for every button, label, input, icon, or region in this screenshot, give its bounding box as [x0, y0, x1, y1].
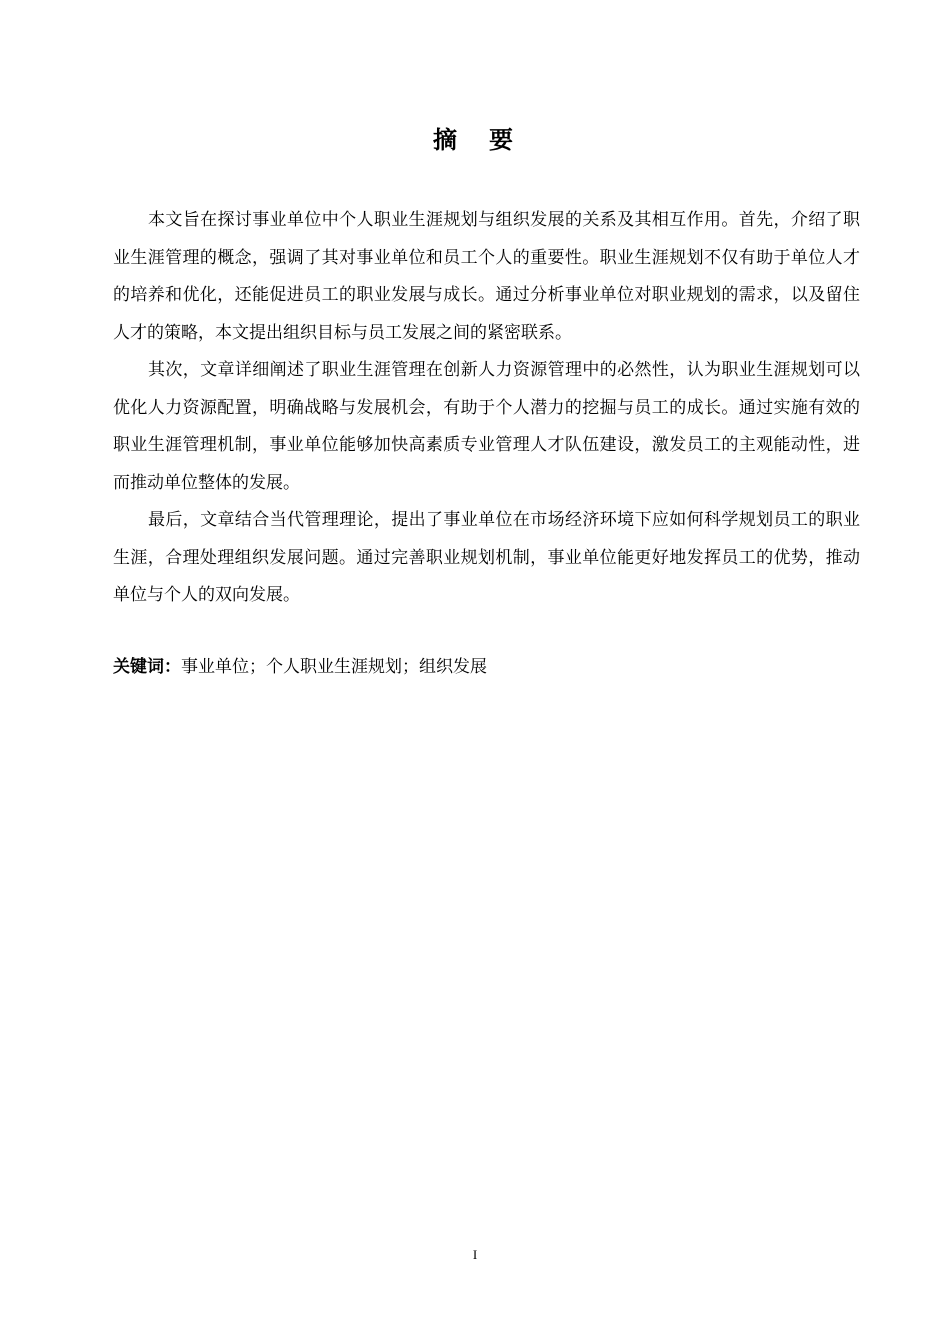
- abstract-paragraph-3: 最后，文章结合当代管理理论，提出了事业单位在市场经济环境下应如何科学规划员工的职业生涯，合理处理组织发展问题。通过完善职业规划机制，事业单位能更好地发挥员工的优势，推动单位与个人的双向发展。: [113, 510, 860, 605]
- page-number: I: [472, 1247, 478, 1262]
- keywords-line: [113, 650, 860, 684]
- abstract-title: 摘 要: [433, 126, 517, 154]
- abstract-body: [113, 202, 860, 615]
- abstract-paragraph-2: 其次，文章详细阐述了职业生涯管理在创新人力资源管理中的必然性，认为职业生涯规划可以优化人力资源配置，明确战略与发展机会，有助于个人潜力的挖掘与员工的成长。通过实施有效的职业生涯管理机制，事业单位能够加快高素质专业管理人才队伍建设，激发员工的主观能动性，进而推动单位整体的发展。: [113, 360, 860, 493]
- abstract-paragraph-1: 本文旨在探讨事业单位中个人职业生涯规划与组织发展的关系及其相互作用。首先，介绍了职业生涯管理的概念，强调了其对事业单位和员工个人的重要性。职业生涯规划不仅有助于单位人才的培养和优化，还能促进员工的职业发展与成长。通过分析事业单位对职业规划的需求，以及留住人才的策略，本文提出组织目标与员工发展之间的紧密联系。: [113, 210, 860, 343]
- keywords-label: 关键词：: [113, 657, 181, 677]
- keywords-value: 事业单位；个人职业生涯规划；组织发展: [181, 657, 487, 677]
